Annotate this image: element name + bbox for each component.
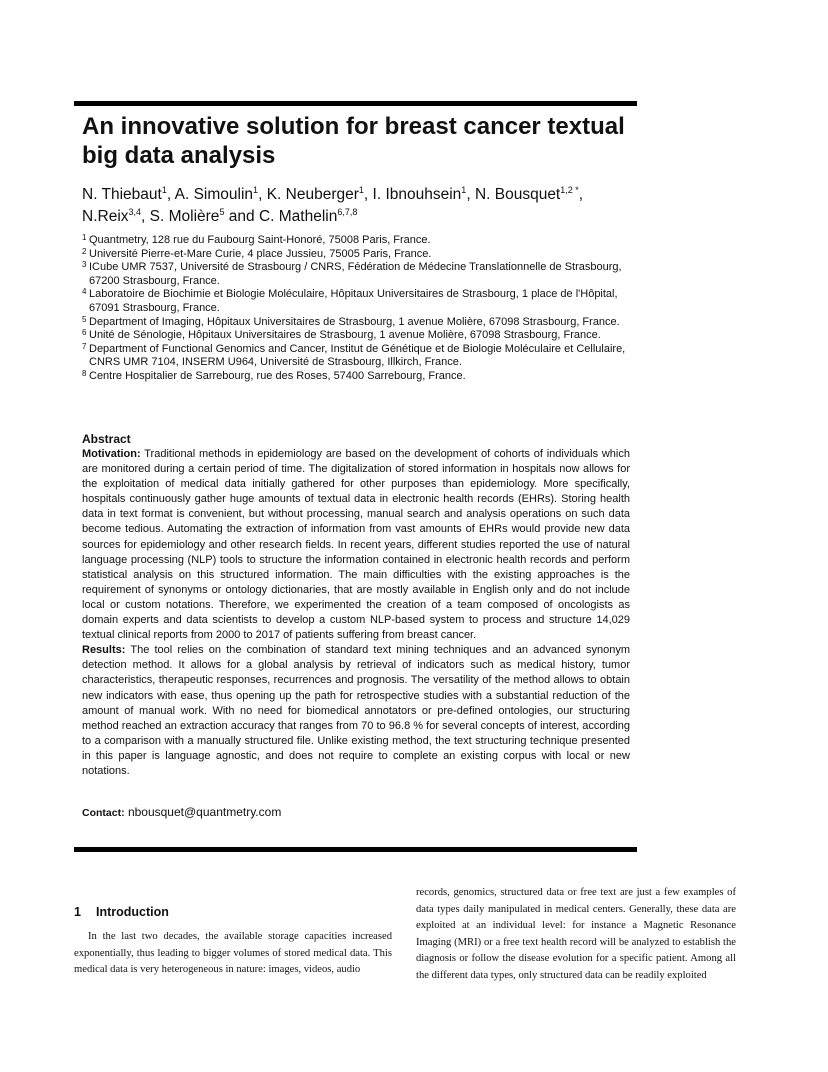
author: A. Simoulin$^1$,	[174, 184, 267, 203]
author: K. Neuberger$^1$,	[266, 184, 373, 203]
abstract-results	[82, 643, 630, 779]
bottom-rule	[74, 847, 637, 852]
contact-email[interactable]: nbousquet@quantmetry.com	[127, 805, 282, 819]
author: S. Molière$^5$ and	[149, 206, 259, 225]
right-column	[416, 885, 736, 985]
affiliation: 6 Unité de Sénologie, Hôpitaux Universitaires de Strasbourg, 1 avenue Molière, 67098 Strasbourg, France.	[82, 328, 601, 342]
affiliation: 3 ICube UMR 7537, Université de Strasbourg / CNRS, Fédération de Médecine Translationnelle de Strasbourg, 67200 Strasbourg, France.	[82, 260, 622, 287]
paper-title: An innovative solution for breast cancer textual big data analysis	[82, 113, 625, 169]
intro-paragraph-left: In the last two decades, the available storage capacities increased exponentially, thus leading to bigger volumes of stored medical data. This medical data is very heterogeneous in nature: images, videos, audio	[74, 931, 392, 976]
affiliation: 7 Department of Functional Genomics and Cancer, Institut de Génétique et de Biologie Moléculaire et Cellulaire, CNRS UMR 7104, INSERM U964, Université de Strasbourg, Illkirch, France.	[82, 341, 626, 369]
author: N. Thiebaut$^1$,	[82, 184, 175, 203]
affiliation-list	[82, 234, 642, 384]
author: C. Mathelin$^{6,7,8}$	[258, 206, 358, 225]
section-title: Introduction	[96, 905, 169, 919]
affiliation: 2 Université Pierre-et-Mare Curie, 4 place Jussieu, 75005 Paris, France.	[82, 246, 432, 260]
author: N. Bousquet$^{1,2 *}$,	[474, 184, 584, 203]
top-rule	[74, 101, 637, 106]
contact-label: Contact:	[82, 807, 125, 819]
section-number: 1	[74, 905, 81, 919]
author: N.Reix$^{3,4}$,	[82, 206, 150, 225]
affiliation: 4 Laboratoire de Biochimie et Biologie Moléculaire, Hôpitaux Universitaires de Strasbourg, 1 place de l'Hôpital, 67091 Strasbourg, France.	[82, 287, 618, 314]
contact-line	[82, 805, 281, 819]
author-list	[82, 184, 642, 228]
intro-paragraph-right: records, genomics, structured data or free text are just a few examples of data types daily manipulated in medical centers. Generally, these data are exploited at an individual level: for instance a Magnetic Resonance Imaging (MRI) or a free text health record will be analyzed to establish the diagnosis or follow the disease evolution for a specific patient. Among all the different data types, only structured data can be readily exploited	[416, 887, 736, 981]
affiliation: 8 Centre Hospitalier de Sarrebourg, rue des Roses, 57400 Sarrebourg, France.	[82, 368, 466, 382]
motivation-label: Motivation:	[82, 448, 141, 460]
abstract-motivation	[82, 447, 630, 643]
abstract-heading: Abstract	[82, 432, 131, 446]
results-label: Results:	[82, 644, 126, 657]
author: I. Ibnouhsein$^1$,	[372, 184, 475, 203]
abstract	[82, 432, 630, 779]
affiliation: 5 Department of Imaging, Hôpitaux Universitaires de Strasbourg, 1 avenue Molière, 67098 Strasbourg, France.	[82, 314, 620, 328]
motivation-text: Traditional methods in epidemiology are based on the development of cohorts of individuals which are monitored during a certain period of time. The digitalization of stored information in hospitals now allows for the exploitation of medical data initially gathered for other purposes than epidemiology. More specifically, hospitals continuously gather huge amounts of textual data in electronic health records (EHRs). Storing health data in text format is convenient, but without processing, manual search and analysis operations on such data become tedious. Automating the extraction of information from vast amounts of EHRs would provide new data sources for epidemiology and other research fields. In recent years, different studies reported the use of natural language processing (NLP) tools to structure the information contained in electronic health records and perform statistical analysis on this structured information. The main difficulties with the existing approaches is the requirement of synonyms or ontology dictionaries, that are mostly available in English only and do not include local or custom notations. Therefore, we experimented the creation of a team composed of oncologists as domain experts and data scientists to develop a custom NLP-based system to process and structure 14,029 textual clinical reports from 2000 to 2017 of patients suffering from breast cancer.	[82, 448, 630, 642]
section-heading-introduction	[74, 904, 392, 921]
results-text: The tool relies on the combination of standard text mining techniques and an advanced synonym detection method. It allows for a global analysis by retrieval of indicators such as medical history, tumor characteristics, therapeutic responses, recurrences and prognosis. The versatility of the method allows to obtain new indicators with ease, thus opening up the path for retrospective studies with a substantial reduction of the amount of manual work. With no need for biomedical annotators or pre-defined ontologies, our structuring method reached an extraction accuracy that ranges from 70 to 96.8 % for several concepts of interest, according to a comparison with a manually structured file. Unlike existing method, the text structuring technique presented in this paper is language agnostic, and does not require to complete an existing corpus with local or new notations.	[82, 644, 630, 777]
left-column	[74, 904, 392, 979]
affiliation: 1 Quantmetry, 128 rue du Faubourg Saint-Honoré, 75008 Paris, France.	[82, 233, 431, 246]
